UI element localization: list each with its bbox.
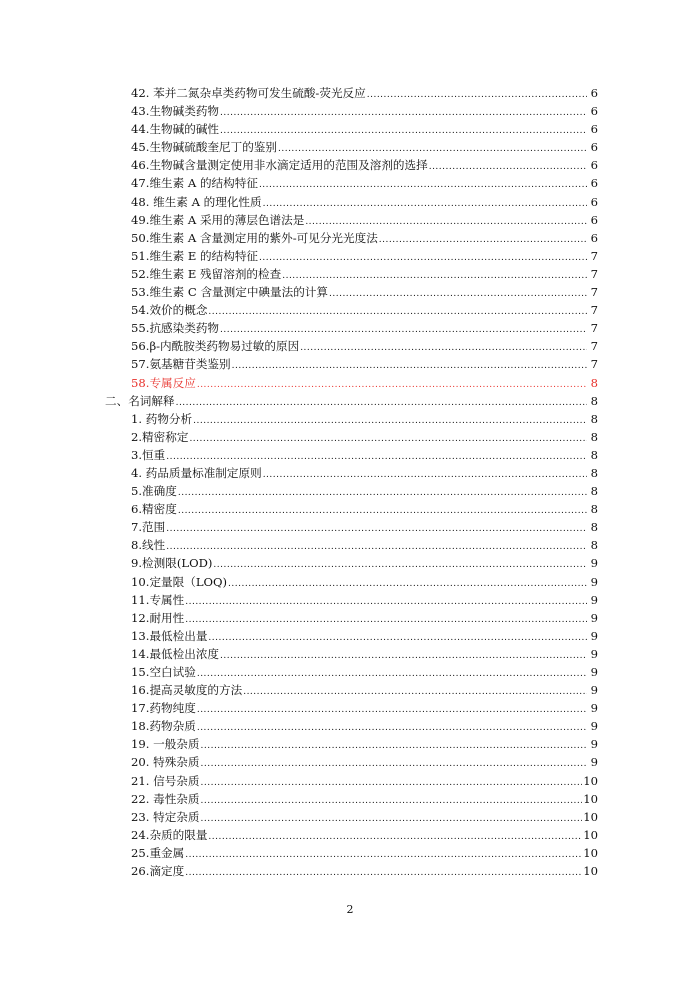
toc-entry[interactable]: [105, 229, 598, 247]
toc-entry-page: 8: [590, 502, 598, 517]
toc-entry[interactable]: [105, 392, 598, 410]
toc-entry-page: 9: [590, 683, 598, 698]
toc-dot-leader: [166, 520, 587, 538]
toc-entry-page: 6: [590, 122, 598, 137]
toc-entry-title: 1. 药物分析: [131, 411, 193, 426]
toc-entry-page: 8: [590, 447, 598, 462]
toc-entry-page: 9: [590, 592, 598, 607]
toc-entry[interactable]: [105, 355, 598, 373]
toc-dot-leader: [300, 339, 587, 357]
toc-entry-page: 9: [590, 719, 598, 734]
toc-dot-leader: [429, 158, 587, 176]
toc-entry-page: 7: [590, 266, 598, 281]
toc-entry-page: 10: [583, 773, 598, 788]
toc-entry[interactable]: [105, 84, 598, 102]
toc-entry-title: 53.维生素 C 含量测定中碘量法的计算: [131, 285, 328, 300]
toc-entry-title: 42. 苯并二氮杂卓类药物可发生硫酸-荧光反应: [131, 86, 366, 100]
toc-entry[interactable]: [105, 428, 598, 446]
toc-entry-title: 52.维生素 E 残留溶剂的检查: [131, 266, 282, 281]
toc-entry-title: 20. 特殊杂质: [131, 755, 200, 770]
toc-dot-leader: [232, 357, 587, 375]
toc-dot-leader: [201, 774, 583, 792]
toc-entry[interactable]: [105, 699, 598, 717]
toc-dot-leader: [197, 719, 587, 737]
toc-entry-page: 8: [590, 429, 598, 444]
toc-entry[interactable]: [105, 211, 598, 229]
toc-entry[interactable]: [105, 265, 598, 283]
toc-entry-title: 45.生物碱硫酸奎尼丁的鉴别: [131, 140, 277, 155]
toc-entry[interactable]: [105, 862, 598, 880]
toc-entry[interactable]: [105, 138, 598, 156]
toc-dot-leader: [263, 466, 587, 484]
toc-entry-title: 48. 维生素 A 的理化性质: [131, 194, 262, 209]
toc-entry-page: 8: [590, 393, 598, 408]
toc-entry-title: 10.定量限（LOQ): [131, 574, 228, 589]
toc-entry-title: 58.专属反应: [131, 375, 196, 390]
toc-entry-page: 7: [590, 303, 598, 318]
toc-entry-page: 10: [583, 864, 598, 879]
toc-entry-page: 8: [590, 538, 598, 553]
toc-entry[interactable]: [105, 753, 598, 771]
toc-entry[interactable]: [105, 482, 598, 500]
toc-entry-page: 9: [590, 574, 598, 589]
toc-entry-title: 11.专属性: [131, 592, 185, 607]
toc-dot-leader: [228, 575, 587, 593]
toc-entry-page: 7: [590, 357, 598, 372]
toc-dot-leader: [201, 792, 583, 810]
toc-entry[interactable]: [105, 283, 598, 301]
toc-entry-title: 44.生物碱的碱性: [131, 122, 220, 137]
toc-entry-title: 57.氨基糖苷类鉴别: [131, 357, 231, 372]
toc-entry-title: 9.检测限(LOD): [131, 556, 213, 571]
toc-entry-page: 9: [590, 737, 598, 752]
toc-dot-leader: [178, 502, 587, 520]
toc-entry-page: 6: [590, 212, 598, 227]
toc-entry[interactable]: [105, 156, 598, 174]
toc-entry-title: 6.精密度: [131, 502, 177, 517]
toc-entry-page: 6: [590, 230, 598, 245]
toc-dot-leader: [185, 611, 587, 629]
toc-entry-page: 9: [590, 610, 598, 625]
toc-dot-leader: [379, 231, 587, 249]
toc-entry[interactable]: [105, 554, 598, 572]
toc-dot-leader: [201, 737, 588, 755]
toc-entry[interactable]: [105, 591, 598, 609]
toc-entry[interactable]: [105, 102, 598, 120]
toc-entry[interactable]: [105, 808, 598, 826]
toc-dot-leader: [197, 701, 587, 719]
toc-entry-title: 51.维生素 E 的结构特征: [131, 248, 259, 263]
toc-entry-page: 10: [583, 809, 598, 824]
toc-entry[interactable]: [105, 337, 598, 355]
toc-entry-page: 7: [590, 285, 598, 300]
toc-dot-leader: [208, 629, 587, 647]
toc-dot-leader: [263, 195, 587, 213]
toc-entry[interactable]: [105, 301, 598, 319]
toc-dot-leader: [185, 593, 587, 611]
toc-entry-title: 54.效价的概念: [131, 303, 208, 318]
toc-entry-title: 23. 特定杂质: [131, 809, 200, 824]
toc-entry[interactable]: [105, 536, 598, 554]
toc-entry-title: 56.β-内酰胺类药物易过敏的原因: [131, 339, 300, 354]
toc-dot-leader: [176, 394, 587, 412]
toc-entry-page: 10: [583, 827, 598, 842]
toc-dot-leader: [185, 864, 582, 882]
toc-entry-page: 10: [583, 791, 598, 806]
toc-entry-page: 8: [590, 465, 598, 480]
toc-dot-leader: [201, 810, 583, 828]
toc-entry-page: 9: [590, 556, 598, 571]
toc-entry[interactable]: [105, 790, 598, 808]
toc-dot-leader: [208, 828, 582, 846]
toc-entry[interactable]: [105, 645, 598, 663]
toc-dot-leader: [201, 755, 588, 773]
toc-entry-title: 21. 信号杂质: [131, 773, 200, 788]
toc-entry-title: 12.耐用性: [131, 610, 185, 625]
toc-entry-title: 22. 毒性杂质: [131, 791, 200, 806]
toc-entry[interactable]: [105, 247, 598, 265]
toc-entry-title: 26.滴定度: [131, 864, 185, 879]
toc-entry-title: 25.重金属: [131, 845, 185, 860]
toc-entry-page: 7: [590, 248, 598, 263]
toc-entry[interactable]: [105, 319, 598, 337]
toc-entry-title: 7.范围: [131, 520, 166, 535]
toc-entry-title: 47.维生素 A 的结构特征: [131, 176, 258, 191]
toc-entry-title: 19. 一般杂质: [131, 737, 200, 752]
toc-dot-leader: [178, 484, 587, 502]
toc-entry-page: 6: [590, 158, 598, 173]
toc-entry[interactable]: [105, 374, 598, 392]
toc-entry-page: 9: [590, 628, 598, 643]
toc-entry-page: 6: [590, 176, 598, 191]
toc-entry[interactable]: [105, 772, 598, 790]
toc-dot-leader: [197, 376, 587, 394]
toc-dot-leader: [220, 647, 587, 665]
toc-dot-leader: [243, 683, 587, 701]
toc-entry[interactable]: [105, 735, 598, 753]
toc-entry[interactable]: [105, 573, 598, 591]
toc-entry[interactable]: [105, 193, 598, 211]
toc-entry-title: 24.杂质的限量: [131, 827, 208, 842]
toc-entry-title: 49.维生素 A 采用的薄层色谱法是: [131, 212, 305, 227]
toc-entry[interactable]: [105, 464, 598, 482]
toc-entry-title: 15.空白试验: [131, 665, 196, 679]
toc-dot-leader: [197, 665, 587, 683]
toc-entry[interactable]: [105, 174, 598, 192]
toc-entry-title: 二、名词解释: [105, 393, 175, 408]
toc-entry[interactable]: [105, 663, 598, 681]
toc-entry-page: 8: [590, 375, 598, 390]
toc-dot-leader: [185, 846, 582, 864]
toc-entry-page: 9: [590, 701, 598, 716]
toc-entry-page: 10: [583, 845, 598, 860]
toc-entry-title: 14.最低检出浓度: [131, 646, 220, 661]
toc-dot-leader: [213, 556, 587, 574]
toc-entry[interactable]: [105, 826, 598, 844]
toc-dot-leader: [259, 249, 587, 267]
toc-entry-title: 17.药物纯度: [131, 701, 196, 716]
toc-entry-page: 8: [590, 484, 598, 499]
toc-entry[interactable]: [105, 627, 598, 645]
toc-dot-leader: [208, 303, 587, 321]
toc-dot-leader: [367, 86, 587, 104]
toc-entry-title: 18.药物杂质: [131, 719, 196, 734]
toc-entry[interactable]: [105, 410, 598, 428]
toc-entry-page: 8: [590, 520, 598, 535]
toc-entry-title: 13.最低检出量: [131, 628, 208, 643]
toc-entry-title: 16.提高灵敏度的方法: [131, 683, 243, 698]
toc-entry-title: 43.生物碱类药物: [131, 104, 220, 119]
toc-entry-page: 6: [590, 194, 598, 209]
toc-entry[interactable]: [105, 446, 598, 464]
toc-entry[interactable]: [105, 844, 598, 862]
toc-entry-page: 6: [590, 104, 598, 119]
page-number: 2: [346, 903, 354, 916]
toc-dot-leader: [220, 104, 587, 122]
toc-entry-title: 5.准确度: [131, 484, 177, 499]
toc-entry-title: 3.恒重: [131, 447, 166, 462]
toc-entry[interactable]: [105, 681, 598, 699]
toc-dot-leader: [189, 430, 587, 448]
toc-entry[interactable]: [105, 500, 598, 518]
toc-entry-page: 9: [590, 755, 598, 770]
toc-entry-title: 4. 药品质量标准制定原则: [131, 465, 262, 480]
toc-entry-page: 9: [590, 646, 598, 661]
toc-entry-page: 7: [590, 321, 598, 336]
toc-entry[interactable]: [105, 120, 598, 138]
toc-dot-leader: [193, 412, 587, 430]
toc-entry-page: 8: [590, 411, 598, 426]
toc-entry-page: 9: [590, 665, 598, 679]
table-of-contents: [105, 84, 598, 880]
toc-entry-title: 50.维生素 A 含量测定用的紫外-可见分光光度法: [131, 230, 378, 245]
toc-entry-title: 8.线性: [131, 538, 166, 553]
toc-entry-title: 46.生物碱含量测定使用非水滴定适用的范围及溶剂的选择: [131, 158, 428, 173]
toc-entry-page: 6: [590, 140, 598, 155]
toc-dot-leader: [259, 176, 587, 194]
toc-entry-title: 2.精密称定: [131, 429, 189, 444]
toc-entry-title: 55.抗感染类药物: [131, 321, 220, 336]
toc-dot-leader: [329, 285, 587, 303]
toc-entry-page: 7: [590, 339, 598, 354]
toc-entry[interactable]: [105, 717, 598, 735]
toc-entry[interactable]: [105, 609, 598, 627]
toc-entry-page: 6: [590, 86, 598, 100]
toc-dot-leader: [166, 538, 587, 556]
toc-entry[interactable]: [105, 518, 598, 536]
